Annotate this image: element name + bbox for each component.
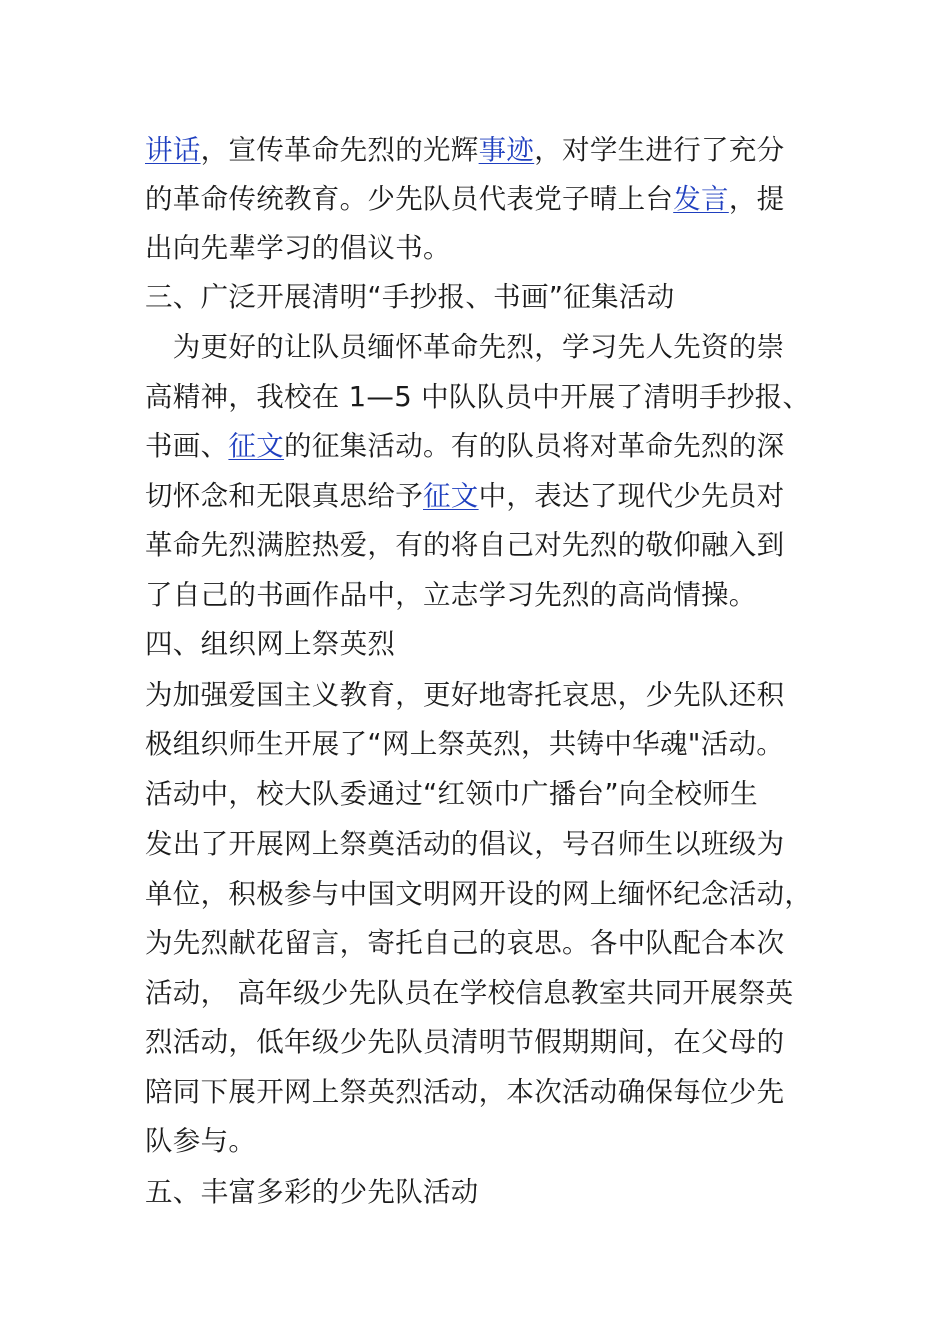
text-line <box>145 822 835 866</box>
text-line <box>145 673 835 717</box>
inline-link[interactable]: 事迹 <box>478 134 535 166</box>
text-segment: 的征集活动。有的队员将对革命先烈的深 <box>284 430 785 462</box>
text-segment: 书画、 <box>145 430 229 462</box>
text-segment: 三、广泛开展清明“手抄报、书画”征集活动 <box>145 281 675 313</box>
inline-link[interactable]: 发言 <box>673 183 729 215</box>
text-segment: 队参与。 <box>145 1125 257 1157</box>
text-line <box>145 275 835 319</box>
text-line <box>145 573 835 617</box>
text-segment: 为先烈献花留言，寄托自己的哀思。各中队配合本次 <box>145 927 785 959</box>
text-segment: 高精神，我校在 1—5 中队队员中开展了清明手抄报、 <box>145 381 811 413</box>
text-line <box>145 375 835 419</box>
text-segment: 单位，积极参与中国文明网开设的网上缅怀纪念活动， <box>145 878 813 910</box>
text-segment: 出向先辈学习的倡议书。 <box>145 232 451 264</box>
text-segment: 烈活动，低年级少先队员清明节假期期间，在父母的 <box>145 1026 785 1058</box>
text-line <box>145 325 835 369</box>
text-line <box>145 523 835 567</box>
text-segment: ，提 <box>728 183 785 215</box>
text-segment: 中，表达了现代少先员对 <box>478 480 785 512</box>
text-segment: 五、丰富多彩的少先队活动 <box>145 1176 479 1208</box>
text-segment: ，对学生进行了充分 <box>534 134 785 166</box>
text-line <box>145 921 835 965</box>
text-segment: 四、组织网上祭英烈 <box>145 628 396 660</box>
text-line <box>145 128 835 172</box>
text-line <box>145 722 835 766</box>
text-line <box>145 1119 835 1163</box>
text-segment: 陪同下展开网上祭英烈活动，本次活动确保每位少先 <box>145 1076 785 1108</box>
inline-link[interactable]: 征文 <box>423 480 479 512</box>
text-line <box>145 226 835 270</box>
text-line <box>145 1020 835 1064</box>
inline-link[interactable]: 讲话 <box>145 134 201 166</box>
text-line <box>145 424 835 468</box>
text-line <box>145 1170 835 1214</box>
text-line <box>145 177 835 221</box>
text-segment: 为更好的让队员缅怀革命先烈，学习先人先资的崇 <box>145 331 785 363</box>
text-line <box>145 772 835 816</box>
text-line <box>145 872 835 916</box>
text-segment: 切怀念和无限真思给予 <box>145 480 423 512</box>
text-segment: 活动， 高年级少先队员在学校信息教室共同开展祭英 <box>145 977 794 1009</box>
text-segment: 的革命传统教育。少先队员代表党子晴上台 <box>145 183 674 215</box>
text-segment: 发出了开展网上祭奠活动的倡议，号召师生以班级为 <box>145 828 785 860</box>
text-segment: ，宣传革命先烈的光辉 <box>200 134 479 166</box>
text-line <box>145 1070 835 1114</box>
text-line <box>145 622 835 666</box>
text-segment: 为加强爱国主义教育，更好地寄托哀思，少先队还积 <box>145 679 785 711</box>
text-segment: 了自己的书画作品中，立志学习先烈的高尚情操。 <box>145 579 757 611</box>
text-segment: 革命先烈满腔热爱，有的将自己对先烈的敬仰融入到 <box>145 529 785 561</box>
text-segment: 极组织师生开展了“网上祭英烈，共铸中华魂"活动。 <box>145 728 785 760</box>
text-segment: 活动中，校大队委通过“红领巾广播台”向全校师生 <box>145 778 758 810</box>
text-line <box>145 474 835 518</box>
text-line <box>145 971 835 1015</box>
inline-link[interactable]: 征文 <box>228 430 285 462</box>
